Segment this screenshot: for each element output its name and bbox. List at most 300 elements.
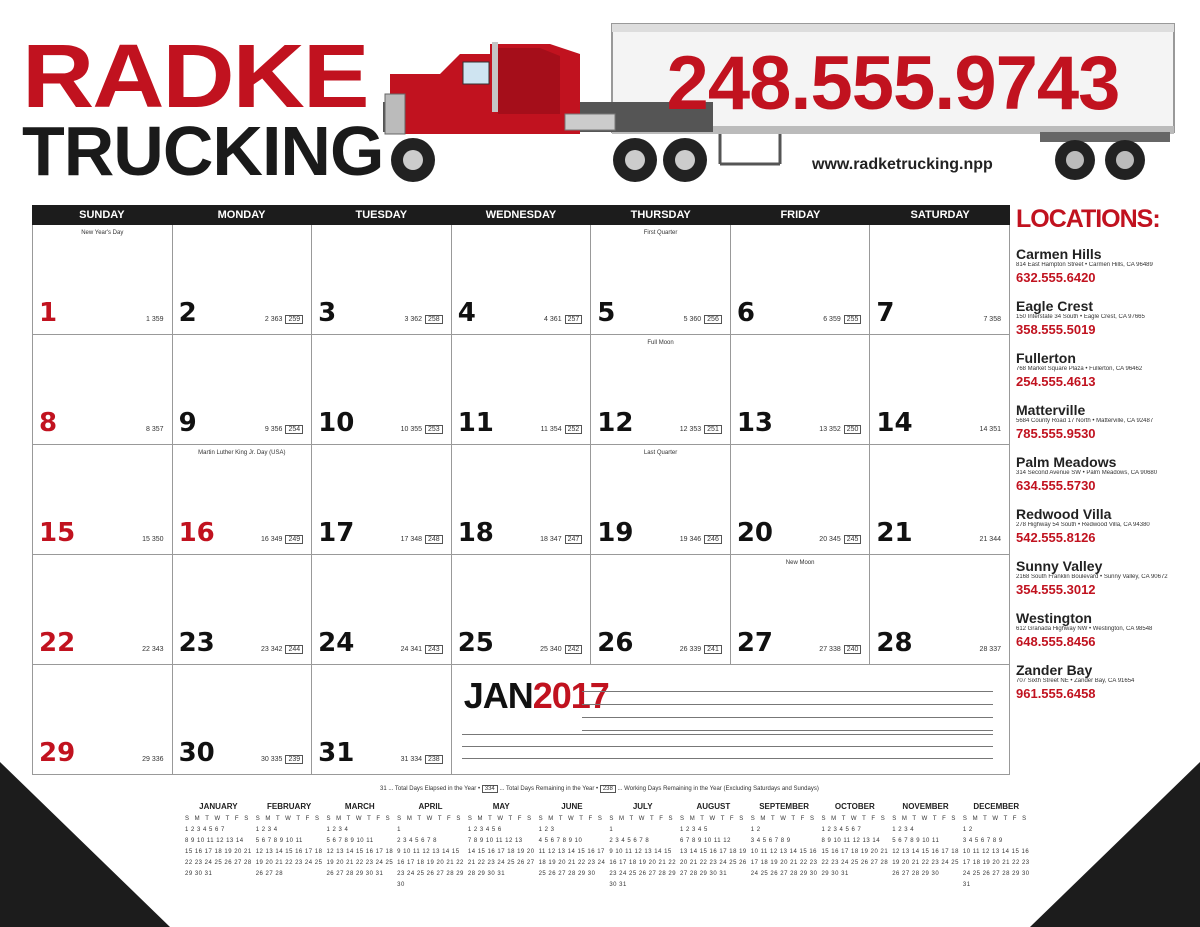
day-number: 1 <box>39 298 58 328</box>
mini-month-name: MARCH <box>344 802 375 811</box>
location-phone[interactable]: 785.555.9530 <box>1016 426 1096 441</box>
mini-week-row: 26 27 28 <box>255 871 284 877</box>
day-number: 22 <box>39 628 76 658</box>
day-counts <box>684 316 722 323</box>
days-left: 349 <box>270 536 283 543</box>
mini-week-row: 14 15 16 17 18 19 20 <box>467 849 535 855</box>
day-cell[interactable] <box>452 555 592 665</box>
mini-weekday-row: S M T W T F S <box>680 816 746 822</box>
days-left: 359 <box>151 316 164 323</box>
location-address: 150 Interstate 34 South • Eagle Crest, CA 97665 <box>1016 314 1145 320</box>
day-number: 5 <box>597 298 616 328</box>
day-number: 6 <box>736 298 755 328</box>
days-left: 357 <box>151 426 164 433</box>
days-left: 336 <box>151 756 164 763</box>
mini-month <box>680 802 747 891</box>
days-left: 342 <box>270 646 283 653</box>
stat-remaining-value: 334 <box>482 785 498 793</box>
day-note: New Year's Day <box>81 230 124 236</box>
location-phone[interactable]: 961.555.6458 <box>1016 686 1096 701</box>
day-of-year: 26 <box>679 646 688 653</box>
mini-week-row: 22 23 24 25 26 27 28 <box>821 860 889 866</box>
day-of-year: 7 <box>983 316 988 323</box>
mini-week-row: 1 2 3 4 <box>892 827 915 833</box>
day-cell[interactable] <box>312 225 452 335</box>
day-number: 29 <box>39 738 76 768</box>
day-counts <box>146 316 164 323</box>
day-cell[interactable] <box>312 555 452 665</box>
day-of-year: 19 <box>679 536 688 543</box>
day-number: 31 <box>318 738 355 768</box>
day-cell[interactable] <box>33 335 173 445</box>
mini-week-row: 6 7 8 9 10 11 12 <box>680 838 731 844</box>
day-of-year: 2 <box>264 316 269 323</box>
mini-month-name: OCTOBER <box>834 802 875 811</box>
day-counts <box>980 536 1001 543</box>
day-counts <box>401 646 443 653</box>
day-number: 25 <box>457 628 494 658</box>
day-counts <box>819 536 861 543</box>
corner-decoration-right <box>1030 762 1200 927</box>
day-counts <box>540 646 582 653</box>
location-item <box>1016 558 1196 597</box>
day-counts <box>980 646 1001 653</box>
mini-week-row: 16 17 18 19 20 21 22 <box>609 860 677 866</box>
day-number: 12 <box>597 408 634 438</box>
day-number: 8 <box>39 408 58 438</box>
day-cell[interactable] <box>870 225 1010 335</box>
day-counts <box>401 536 443 543</box>
location-phone[interactable]: 254.555.4613 <box>1016 374 1096 389</box>
mini-month-name: FEBRUARY <box>267 802 312 811</box>
mini-weekday-row: S M T W T F S <box>397 816 463 822</box>
working-days-left: 247 <box>565 535 583 544</box>
day-of-year: 4 <box>544 316 548 323</box>
day-counts <box>680 536 722 543</box>
mini-month <box>821 802 888 891</box>
stat-remaining-label: ... Total Days Remaining in the Year • <box>499 786 599 792</box>
mini-week-row: 17 18 19 20 21 22 23 <box>962 860 1030 866</box>
day-number: 3 <box>318 298 337 328</box>
day-number: 27 <box>736 628 774 658</box>
location-name: Westington <box>1016 610 1092 626</box>
note-line <box>582 692 993 705</box>
day-number: 30 <box>178 738 215 768</box>
weekday-label: TUESDAY <box>355 209 408 221</box>
mini-week-row: 12 13 14 15 16 17 18 <box>326 849 394 855</box>
days-left: 341 <box>410 646 423 653</box>
location-item <box>1016 454 1196 493</box>
days-left: 354 <box>549 426 562 433</box>
day-counts <box>541 426 583 433</box>
day-number: 15 <box>39 518 76 548</box>
day-of-year: 8 <box>146 426 150 433</box>
day-number: 23 <box>178 628 215 658</box>
note-line <box>462 747 993 759</box>
calendar-grid <box>32 225 1010 775</box>
header-url[interactable]: www.radketrucking.npp <box>812 156 993 173</box>
mini-week-row: 29 30 31 <box>185 871 213 877</box>
location-item <box>1016 298 1196 337</box>
mini-month <box>609 802 676 891</box>
mini-week-row: 1 <box>397 827 401 833</box>
days-left: 335 <box>270 756 283 763</box>
weekday-label: SUNDAY <box>79 209 125 221</box>
day-of-year: 13 <box>819 426 828 433</box>
mini-weekday-row: S M T W T F S <box>185 816 251 822</box>
day-number: 11 <box>457 408 494 438</box>
days-left: 337 <box>989 646 1001 653</box>
mini-month <box>751 802 818 891</box>
location-address: 278 Highway 54 South • Redwood Villa, CA 94380 <box>1016 522 1150 528</box>
mini-month-name: MAY <box>492 802 510 811</box>
mini-week-row: 17 18 19 20 21 22 23 <box>750 860 818 866</box>
days-left: 343 <box>151 646 164 653</box>
working-days-left: 259 <box>285 315 303 324</box>
day-cell[interactable] <box>33 225 173 335</box>
days-left: 362 <box>410 316 423 323</box>
day-cell[interactable] <box>173 555 313 665</box>
mini-week-row: 15 16 17 18 19 20 21 <box>821 849 889 855</box>
month-notes-area <box>452 665 1010 775</box>
location-address: 2168 South Franklin Boulevard • Sunny Valley, CA 90672 <box>1016 574 1168 580</box>
day-number: 17 <box>318 518 355 548</box>
location-name: Palm Meadows <box>1016 454 1117 470</box>
location-name: Matterville <box>1016 402 1086 418</box>
location-name: Fullerton <box>1016 350 1076 366</box>
working-days-left: 244 <box>285 645 303 654</box>
brand-line-1: RADKE <box>22 26 368 127</box>
day-cell[interactable] <box>452 225 592 335</box>
mini-week-row: 28 29 30 31 <box>467 871 506 877</box>
day-note: Last Quarter <box>643 450 678 456</box>
day-cell[interactable] <box>33 555 173 665</box>
mini-weekday-row: S M T W T F S <box>538 816 604 822</box>
working-days-left: 254 <box>285 425 303 434</box>
day-of-year: 14 <box>979 426 988 433</box>
day-number: 9 <box>178 408 197 438</box>
working-days-left: 252 <box>565 425 583 434</box>
days-left: 353 <box>689 426 702 433</box>
mini-week-row: 26 27 28 29 30 <box>892 871 940 877</box>
mini-week-row: 23 24 25 26 27 28 29 <box>609 871 677 877</box>
day-number: 20 <box>736 518 774 548</box>
day-of-year: 12 <box>679 426 688 433</box>
working-days-left: 238 <box>425 755 443 764</box>
mini-week-row: 26 27 28 29 30 31 <box>326 871 384 877</box>
day-number: 28 <box>876 628 913 658</box>
day-note: First Quarter <box>643 230 678 236</box>
mini-week-row: 30 31 <box>609 882 627 888</box>
location-name: Zander Bay <box>1016 662 1093 678</box>
day-of-year: 27 <box>819 646 828 653</box>
header-phone: 248.555.9743 <box>666 41 1120 126</box>
day-counts <box>401 756 443 763</box>
mini-week-row: 2 3 4 5 6 7 8 <box>609 838 650 844</box>
day-counts <box>261 536 303 543</box>
days-left: 344 <box>989 536 1001 543</box>
location-phone[interactable]: 632.555.6420 <box>1016 270 1096 285</box>
working-days-left: 240 <box>844 645 862 654</box>
day-cell[interactable] <box>731 445 871 555</box>
day-cell[interactable] <box>173 665 313 775</box>
working-days-left: 241 <box>704 645 722 654</box>
working-days-left: 243 <box>425 645 443 654</box>
weekday-header <box>32 205 1010 225</box>
weekday-label: MONDAY <box>217 209 266 221</box>
working-days-left: 242 <box>565 645 583 654</box>
mini-week-row: 3 4 5 6 7 8 9 <box>962 838 1003 844</box>
mini-month <box>468 802 535 891</box>
days-left: 360 <box>689 316 702 323</box>
mini-week-row: 2 3 4 5 6 7 8 <box>397 838 438 844</box>
stat-working-value: 238 <box>600 785 616 793</box>
days-left: 340 <box>549 646 562 653</box>
mini-week-row: 1 2 3 <box>538 827 555 833</box>
days-left: 347 <box>549 536 562 543</box>
day-cell[interactable] <box>731 335 871 445</box>
location-address: 814 East Hampton Street • Carmen Hills, CA 96489 <box>1016 262 1153 268</box>
day-counts <box>142 756 163 763</box>
days-left: 355 <box>410 426 423 433</box>
day-of-year: 9 <box>264 426 269 433</box>
day-number: 16 <box>178 518 215 548</box>
mini-week-row: 5 6 7 8 9 10 11 <box>326 838 374 844</box>
mini-month-name: NOVEMBER <box>902 802 949 811</box>
location-item <box>1016 662 1196 701</box>
day-cell[interactable] <box>591 445 731 555</box>
location-item <box>1016 506 1196 545</box>
note-line <box>462 735 993 747</box>
working-days-left: 258 <box>425 315 443 324</box>
mini-week-row: 7 8 9 10 11 12 13 <box>467 838 523 844</box>
mini-week-row: 1 2 3 4 5 <box>680 827 708 833</box>
day-cell[interactable] <box>731 225 871 335</box>
mini-week-row: 24 25 26 27 28 29 30 <box>750 871 818 877</box>
location-phone[interactable]: 354.555.3012 <box>1016 582 1096 597</box>
location-item <box>1016 610 1196 649</box>
day-number: 13 <box>736 408 774 438</box>
mini-week-row: 15 16 17 18 19 20 21 <box>185 849 252 855</box>
working-days-left: 251 <box>704 425 722 434</box>
mini-month-name: APRIL <box>418 802 443 811</box>
day-counts <box>819 646 861 653</box>
days-left: 348 <box>410 536 423 543</box>
mini-week-row: 27 28 29 30 31 <box>680 871 728 877</box>
day-counts <box>680 646 722 653</box>
day-of-year: 25 <box>540 646 548 653</box>
month-name: JAN <box>463 675 533 716</box>
mini-week-row: 1 2 3 4 5 6 <box>467 827 502 833</box>
mini-week-row: 11 12 13 14 15 16 17 <box>538 849 605 855</box>
day-note: Full Moon <box>647 340 674 346</box>
day-of-year: 29 <box>142 756 150 763</box>
day-of-year: 15 <box>142 536 150 543</box>
location-phone[interactable]: 648.555.8456 <box>1016 634 1096 649</box>
day-number: 18 <box>457 518 494 548</box>
location-item <box>1016 246 1196 285</box>
day-cell[interactable] <box>452 335 592 445</box>
day-counts <box>983 316 1001 323</box>
weekday-label: THURSDAY <box>630 209 691 221</box>
location-address: 5684 County Road 17 North • Matterville, CA 92487 <box>1016 418 1154 424</box>
mini-weekday-row: S M T W T F S <box>962 816 1029 822</box>
mini-week-row: 8 9 10 11 12 13 14 <box>821 838 881 844</box>
mini-week-row: 20 21 22 23 24 25 26 <box>680 860 747 866</box>
weekday-label: WEDNESDAY <box>485 209 557 221</box>
location-name: Sunny Valley <box>1016 558 1103 574</box>
day-of-year: 22 <box>142 646 150 653</box>
mini-month <box>539 802 606 891</box>
days-left: 358 <box>989 316 1001 323</box>
mini-month <box>963 802 1030 891</box>
mini-weekday-row: S M T W T F S <box>892 816 958 822</box>
note-line <box>462 723 993 735</box>
day-cell[interactable] <box>870 555 1010 665</box>
mini-week-row: 12 13 14 15 16 17 18 <box>892 849 959 855</box>
mini-weekday-row: S M T W T F S <box>467 816 534 822</box>
location-address: 612 Granada Highway NW • Westington, CA 98548 <box>1016 626 1153 632</box>
day-of-year: 1 <box>146 316 150 323</box>
mini-week-row: 10 11 12 13 14 15 16 <box>750 849 818 855</box>
notes-lines-bottom <box>462 723 993 759</box>
day-of-year: 20 <box>819 536 828 543</box>
mini-week-row: 5 6 7 8 9 10 11 <box>892 838 940 844</box>
location-phone[interactable]: 542.555.8126 <box>1016 530 1096 545</box>
day-cell[interactable] <box>312 335 452 445</box>
days-left: 352 <box>829 426 841 433</box>
day-cell[interactable] <box>173 225 313 335</box>
day-cell[interactable] <box>870 445 1010 555</box>
mini-month <box>326 802 393 891</box>
location-item <box>1016 402 1196 441</box>
day-of-year: 3 <box>404 316 409 323</box>
mini-week-row: 24 25 26 27 28 29 30 <box>962 871 1030 877</box>
day-number: 2 <box>178 298 197 328</box>
mini-week-row: 1 2 3 4 5 6 7 <box>185 827 225 833</box>
day-cell[interactable] <box>173 445 313 555</box>
stat-elapsed-value: 31 <box>380 786 387 792</box>
day-counts <box>404 316 442 323</box>
locations-panel <box>1016 205 1196 714</box>
mini-month <box>256 802 323 891</box>
mini-week-row: 1 2 3 4 <box>255 827 278 833</box>
location-phone[interactable]: 358.555.5019 <box>1016 322 1096 337</box>
day-cell[interactable] <box>33 665 173 775</box>
day-counts <box>261 646 303 653</box>
day-number: 21 <box>876 518 913 548</box>
mini-month-name: JANUARY <box>199 802 238 811</box>
day-of-year: 10 <box>400 426 409 433</box>
day-cell[interactable] <box>591 335 731 445</box>
days-left: 339 <box>689 646 702 653</box>
mini-week-row: 4 5 6 7 8 9 10 <box>538 838 583 844</box>
mini-week-row: 9 10 11 12 13 14 15 <box>397 849 460 855</box>
working-days-left: 246 <box>704 535 722 544</box>
day-number: 24 <box>318 628 355 658</box>
days-left: 338 <box>829 646 841 653</box>
mini-week-row: 8 9 10 11 12 13 14 <box>185 838 244 844</box>
days-left: 345 <box>829 536 841 543</box>
day-of-year: 16 <box>261 536 269 543</box>
day-of-year: 18 <box>540 536 548 543</box>
mini-month <box>397 802 464 891</box>
day-counts <box>540 536 582 543</box>
day-counts <box>261 756 303 763</box>
day-of-year: 11 <box>540 426 548 433</box>
day-of-year: 6 <box>823 316 828 323</box>
mini-weekday-row: S M T W T F S <box>609 816 675 822</box>
days-left: 361 <box>549 316 562 323</box>
day-cell[interactable] <box>452 445 592 555</box>
location-name: Eagle Crest <box>1016 298 1094 314</box>
location-item <box>1016 350 1196 389</box>
mini-week-row: 22 23 24 25 26 27 28 <box>185 860 252 866</box>
mini-week-row: 1 2 <box>750 827 761 833</box>
locations-title: LOCATIONS: <box>1016 205 1160 233</box>
day-cell[interactable] <box>33 445 173 555</box>
working-days-left: 248 <box>425 535 443 544</box>
mini-week-row: 19 20 21 22 23 24 25 <box>326 860 394 866</box>
day-counts <box>680 426 722 433</box>
weekday-label: SATURDAY <box>910 209 970 221</box>
day-cell[interactable] <box>731 555 871 665</box>
days-left: 363 <box>270 316 283 323</box>
mini-week-row: 16 17 18 19 20 21 22 <box>397 860 464 866</box>
day-number: 14 <box>876 408 913 438</box>
day-cell[interactable] <box>173 335 313 445</box>
working-days-left: 250 <box>844 425 862 434</box>
mini-month-name: JULY <box>632 802 653 811</box>
day-counts <box>146 426 164 433</box>
day-cell[interactable] <box>870 335 1010 445</box>
day-cell[interactable] <box>591 225 731 335</box>
brand-line-2: TRUCKING <box>22 112 384 190</box>
days-left: 359 <box>829 316 841 323</box>
mini-month-name: JUNE <box>561 802 583 811</box>
day-of-year: 5 <box>683 316 688 323</box>
working-days-left: 253 <box>425 425 443 434</box>
mini-week-row: 19 20 21 22 23 24 25 <box>255 860 323 866</box>
mini-week-row: 3 4 5 6 7 8 9 <box>750 838 791 844</box>
day-cell[interactable] <box>312 445 452 555</box>
mini-week-row: 1 2 3 4 <box>326 827 349 833</box>
day-of-year: 24 <box>400 646 409 653</box>
location-phone[interactable]: 634.555.5730 <box>1016 478 1096 493</box>
mini-week-row: 1 2 3 4 5 6 7 <box>821 827 862 833</box>
locations-list <box>1016 246 1196 701</box>
mini-week-row: 31 <box>962 882 971 888</box>
mini-week-row: 30 <box>397 882 405 888</box>
mini-month <box>185 802 252 891</box>
working-days-left: 256 <box>704 315 722 324</box>
location-name: Redwood Villa <box>1016 506 1112 522</box>
mini-month-name: AUGUST <box>696 802 731 811</box>
day-counts <box>265 316 303 323</box>
mini-week-row: 1 2 <box>962 827 973 833</box>
day-counts <box>265 426 303 433</box>
day-cell[interactable] <box>312 665 452 775</box>
mini-week-row: 10 11 12 13 14 15 16 <box>962 849 1030 855</box>
day-of-year: 21 <box>979 536 988 543</box>
stat-working-label: ... Working Days Remaining in the Year (Excluding Saturdays and Sundays) <box>617 786 819 792</box>
day-of-year: 31 <box>400 756 409 763</box>
mini-month <box>892 802 959 891</box>
mini-weekday-row: S M T W T F S <box>326 816 392 822</box>
day-counts <box>142 646 163 653</box>
day-cell[interactable] <box>591 555 731 665</box>
day-number: 19 <box>597 518 634 548</box>
